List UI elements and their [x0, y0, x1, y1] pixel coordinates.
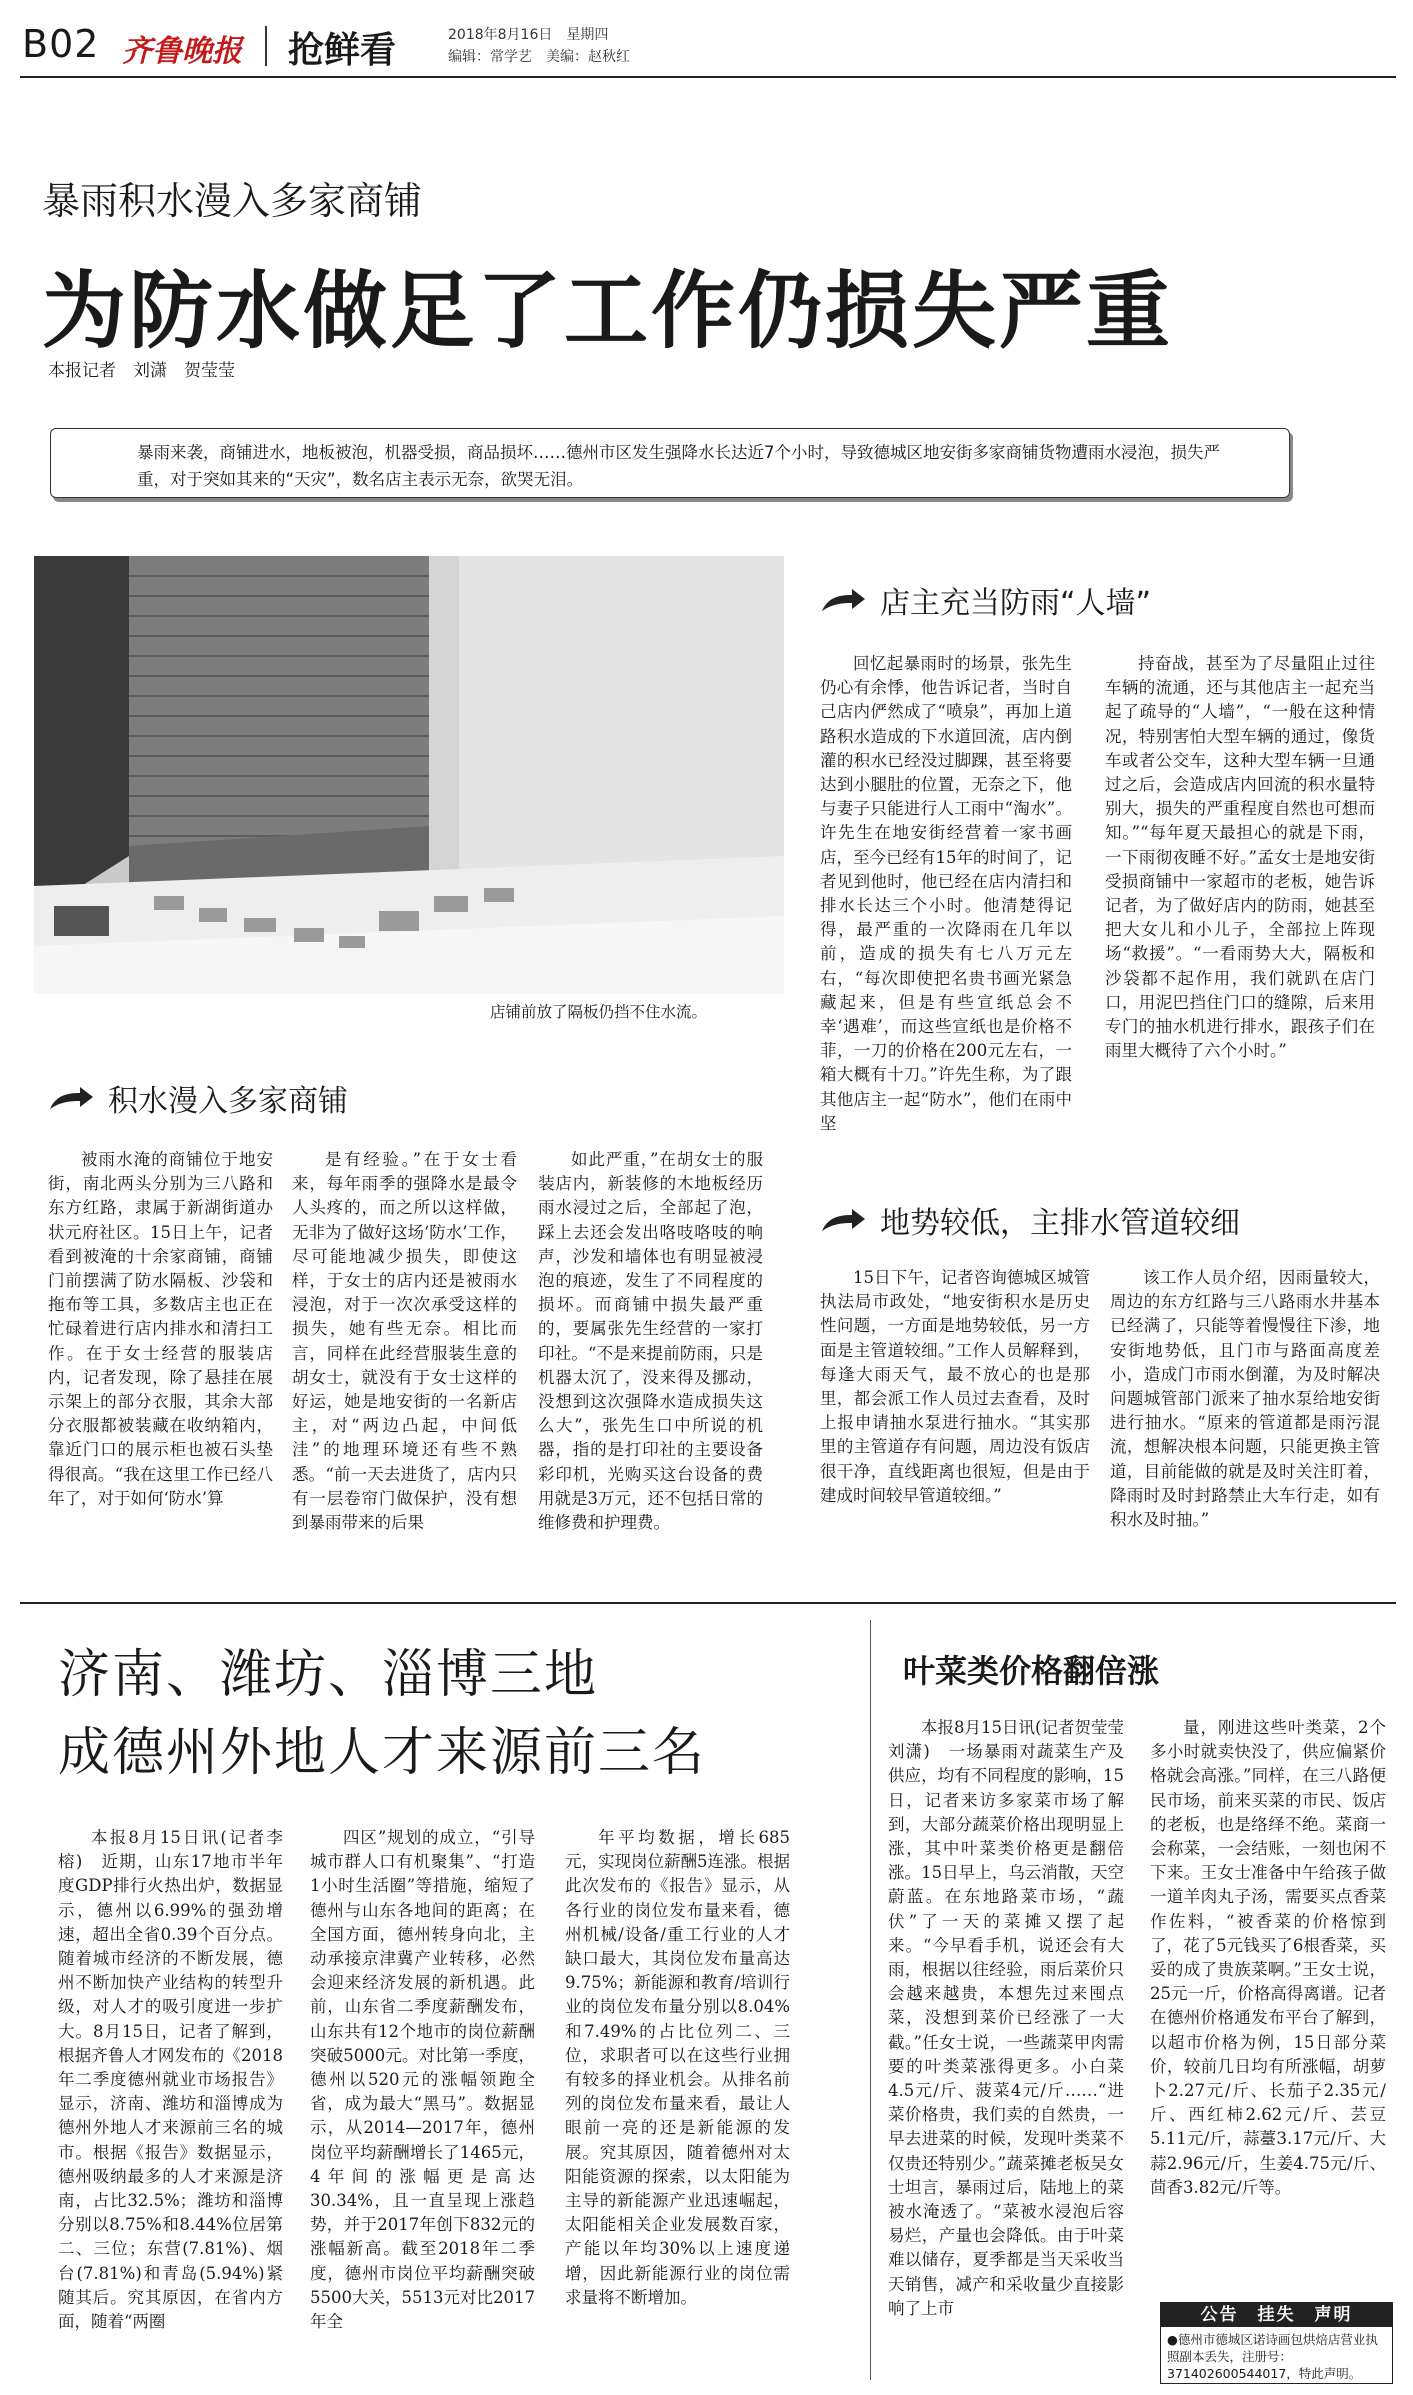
arrow-icon: [48, 1085, 94, 1111]
photo-caption: 店铺前放了隔板仍挡不住水流。: [490, 1003, 708, 1021]
section-title: 地势较低，主排水管道较细: [880, 1206, 1240, 1241]
notice-body: ●德州市德城区诺诗画包烘焙店营业执照副本丢失，注册号：371402600544017，特此声明。: [1167, 2332, 1378, 2381]
section-head-shopowner: [820, 578, 1151, 622]
header-divider: [265, 26, 267, 66]
date-line: 2018年8月16日 星期四: [448, 27, 609, 43]
drain-col-1: 15日下午，记者咨询德城区城管执法局市政处，“地安街积水是历史性问题，一方面是地势较低，另一方面是主管道较细。”工作人员解释到，每逢大雨天气，最不放心的也是那里，都会派工作人员过去查看，及时上报申请抽水泵进行抽水。“其实那里的主管道存有问题，周边没有饭店很干净，直线距离也很短，但是由于建成时间较早管道较细。”: [820, 1268, 1090, 1505]
flood-col-3: 如此严重，”在胡女士的服装店内，新装修的木地板经历雨水浸过之后，全部起了泡，踩上去还会发出咯吱咯吱的响声，沙发和墙体也有明显被浸泡的痕迹，发生了不同程度的损坏。而商铺中损失最严重的，要属张先生经营的一家打印社。“不是来提前防雨，只是机器太沉了，没来得及挪动，没想到这次强降水造成损失这么大”，张先生口中所说的机器，指的是打印社的主要设备彩印机，光购买这台设备的费用就是3万元，还不包括日常的维修费和护理费。: [538, 1150, 763, 1533]
column-divider: [870, 1620, 871, 2380]
arrow-icon: [820, 587, 866, 613]
talent-headline-2: 成德州外地人才来源前三名: [58, 1723, 707, 1783]
headline: 为防水做足了工作仍损失严重: [42, 262, 1174, 360]
section-head-flood: [48, 1076, 348, 1120]
talent-headline-1: 济南、潍坊、淄博三地: [58, 1645, 599, 1705]
flood-col-2: 是有经验。”在于女士看来，每年雨季的强降水是最令人头疼的，而之所以这样做，无非为了做好这场‘防水’工作，尽可能地减少损失，即使这样，于女士的店内还是被雨水浸泡，对于一次次承受这样的损失，她有些无奈。相比而言，同样在此经营服装生意的胡女士，就没有于女士这样的好运，她是地安街的一名新店主，对“两边凸起，中间低洼”的地理环境还有些不熟悉。“前一天去进货了，店内只有一层卷帘门做保护，没有想到暴雨带来的后果: [292, 1150, 517, 1533]
section-title: 店主充当防雨“人墙”: [880, 586, 1152, 621]
section-head-drain: [820, 1198, 1240, 1242]
editor-line: 编辑：常学艺 美编：赵秋红: [448, 49, 630, 65]
veg-col-1: 本报8月15日讯(记者贺莹莹 刘潇) 一场暴雨对蔬菜生产及供应，均有不同程度的影响，15日，记者来访多家菜市场了解到，大部分蔬菜价格出现明显上涨，其中叶菜类价格更是翻倍涨。15日早上，乌云消散，天空蔚蓝。在东地路菜市场，“蔬伏”了一天的菜摊又摆了起来。“今早看手机，说还会有大雨，根据以往经验，雨后菜价只会越来越贵，本想先过来囤点菜，没想到菜价已经涨了一大截。”任女士说，一些蔬菜甲肉需要的叶类菜涨得更多。小白菜4.5元/斤、菠菜4元/斤……“进菜价格贵，我们卖的自然贵，一早去进菜的时候，发现叶类菜不仅贵还特别少。”蔬菜摊老板吴女士坦言，暴雨过后，陆地上的菜被水淹透了。“菜被水浸泡后容易烂，产量也会降低。由于叶菜难以储存，夏季都是当天采收当天销售，减产和采收量少直接影响了上市: [888, 1718, 1141, 2318]
summary-line-1: 暴雨来袭，商铺进水，地板被泡，机器受损，商品损坏……德州市区发生强降水长达近7个小时，导致德城区地安街多家商铺货物遭雨水浸泡，损失严: [137, 443, 1220, 462]
page-number: B02: [22, 22, 100, 66]
header-rule: [20, 76, 1396, 78]
veg-col-2: 量，刚进这些叶类菜，2个多小时就卖快没了，供应偏紧价格就会高涨。”同样，在三八路便民市场，前来买菜的市民、饭店的老板，也是络绎不绝。菜商一会称菜，一会结账，一刻也闲不下来。王女士准备中午给孩子做一道羊肉丸子汤，需要买点香菜作佐料，“被香菜的价格惊到了，花了5元钱买了6根香菜，买妥的成了贵族菜啊。”王女士说，25元一斤，价格高得离谱。记者在德州价格通发布平台了解到，以超市价格为例，15日部分菜价，较前几日均有所涨幅，胡萝卜2.27元/斤、长茄子2.35元/斤、西红柿2.62元/斤、芸豆5.11元/斤，蒜薹3.17元/斤、大蒜2.96元/斤，生姜4.75元/斤、茴香3.82元/斤等。: [1150, 1718, 1386, 2197]
byline: 本报记者 刘潇 贺莹莹: [48, 361, 235, 381]
news-photo: [34, 556, 784, 994]
veg-headline: 叶菜类价格翻倍涨: [903, 1652, 1160, 1690]
talent-col-1: 本报8月15日讯(记者李榕) 近期，山东17地市半年度GDP排行火热出炉，数据显示，德州以6.99%的强劲增速，超出全省0.39个百分点。随着城市经济的不断发展，德州不断加快产业结构的转型升级，对人才的吸引度进一步扩大。8月15日，记者了解到，根据齐鲁人才网发布的《2018年二季度德州就业市场报告》显示，济南、潍坊和淄博成为德州外地人才来源前三名的城市。根据《报告》数据显示，德州吸纳最多的人才来源是济南，占比32.5%；潍坊和淄博分别以8.75%和8.44%位居第二、三位；东营(7.81%)、烟台(7.81%)和青岛(5.94%)紧随其后。究其原因，在省内方面，随着“两圈: [58, 1828, 283, 2332]
summary-box: [50, 428, 1290, 498]
arrow-icon: [820, 1207, 866, 1233]
section-name: 抢鲜看: [288, 30, 397, 71]
storefront-photo: [34, 556, 784, 994]
talent-col-3: 年平均数据，增长685元，实现岗位薪酬5连涨。根据此次发布的《报告》显示，从各行业的岗位发布量来看，德州机械/设备/重工行业的人才缺口最大，其岗位发布量高达9.75%；新能源和教育/培训行业的岗位发布量分别以8.04%和7.49%的占比位列二、三位，求职者可以在这些行业拥有较多的择业机会。从排名前列的岗位发布量来看，最让人眼前一亮的还是新能源的发展。究其原因，随着德州对太阳能资源的探索，以太阳能为主导的新能源产业迅速崛起，太阳能相关企业发展数百家，产能以年均30%以上速度递增，因此新能源行业的岗位需求量将不断增加。: [565, 1828, 790, 2307]
kicker: 暴雨积水漫入多家商铺: [42, 179, 423, 223]
talent-col-2: 四区”规划的成立，“引导城市群人口有机聚集”、“打造1小时生活圈”等措施，缩短了德州与山东各地间的距离；在全国方面，德州转身向北，主动承接京津冀产业转移，必然会迎来经济发展的新机遇。此前，山东省二季度薪酬发布，山东共有12个地市的岗位薪酬突破5000元。对比第一季度，德州以520元的涨幅领跑全省，成为最大“黑马”。数据显示，从2014—2017年，德州岗位平均薪酬增长了1465元，4年间的涨幅更是高达30.34%，且一直呈现上涨趋势，并于2017年创下832元的涨幅新高。截至2018年二季度，德州市岗位平均薪酬突破5500大关，5513元对比2017年全: [310, 1828, 535, 2332]
notice-title: 公告 挂失 声明: [1161, 2303, 1392, 2327]
shopowner-col-1: 回忆起暴雨时的场景，张先生仍心有余悸，他告诉记者，当时自己店内俨然成了“喷泉”，再加上道路积水造成的下水道回流，店内倒灌的积水已经没过脚踝，甚至将要达到小腿肚的位置，无奈之下，他与妻子只能进行人工雨中“淘水”。许先生在地安街经营着一家书画店，至今已经有15年的时间了，记者见到他时，他已经在店内清扫和排水长达三个小时。他清楚得记得，最严重的一次降雨在几年以前，造成的损失有七八万元左右，“每次即使把名贵书画光紧急藏起来，但是有些宣纸总会不幸‘遇难’，而这些宣纸也是价格不菲，一刀的价格在200元左右，一箱大概有十刀。”许先生称，为了跟其他店主一起“防水”，他们在雨中坚: [820, 654, 1072, 1133]
summary-line-2: 重，对于突如其来的“天灾”，数名店主表示无奈，欲哭无泪。: [137, 470, 584, 489]
paper-logo: 齐鲁晚报: [122, 34, 242, 69]
drain-col-2: 该工作人员介绍，因雨量较大，周边的东方红路与三八路雨水井基本已经满了，只能等着慢慢往下渗，地安街地势低，且门市与路面高度差小，造成门市雨水倒灌，为及时解决问题城管部门派来了抽水泵给地安街进行抽水。“原来的管道都是雨污混流，想解决根本问题，只能更换主管道，目前能做的就是及时关注盯着，降雨时及时封路禁止大车行走，如有积水及时抽。”: [1110, 1268, 1380, 1530]
shopowner-col-2: 持奋战，甚至为了尽量阻止过往车辆的流通，还与其他店主一起充当起了疏导的“人墙”，“一般在这种情况，特别害怕大型车辆的通过，像货车或者公交车，这种大型车辆一旦通过之后，会造成店内回流的积水量特别大，损失的严重程度自然也可想而知。”“每年夏天最担心的就是下雨，一下雨彻夜睡不好。”孟女士是地安街受损商铺中一家超市的老板，她告诉记者，为了做好店内的防雨，她甚至把大女儿和小儿子，全部拉上阵现场“救援”。“一看雨势大大，隔板和沙袋都不起作用，我们就趴在店门口，用泥巴挡住门口的缝隙，后来用专门的抽水机进行排水，跟孩子们在雨里大概待了六个小时。”: [1105, 654, 1375, 1061]
section-title: 积水漫入多家商铺: [108, 1084, 348, 1119]
flood-col-1: 被雨水淹的商铺位于地安街，南北两头分别为三八路和东方红路，隶属于新湖街道办状元府社区。15日上午，记者看到被淹的十余家商铺，商铺门前摆满了防水隔板、沙袋和拖布等工具，多数店主也正在忙碌着进行店内排水和清扫工作。在于女士经营的服装店内，记者发现，除了悬挂在展示架上的部分衣服，其余大部分衣服都被装藏在收纳箱内，靠近门口的展示柜也被石头垫得很高。“我在这里工作已经八年了，对于如何‘防水’算: [48, 1150, 273, 1508]
notice-box: [1160, 2302, 1393, 2384]
section-divider: [20, 1602, 1396, 1604]
